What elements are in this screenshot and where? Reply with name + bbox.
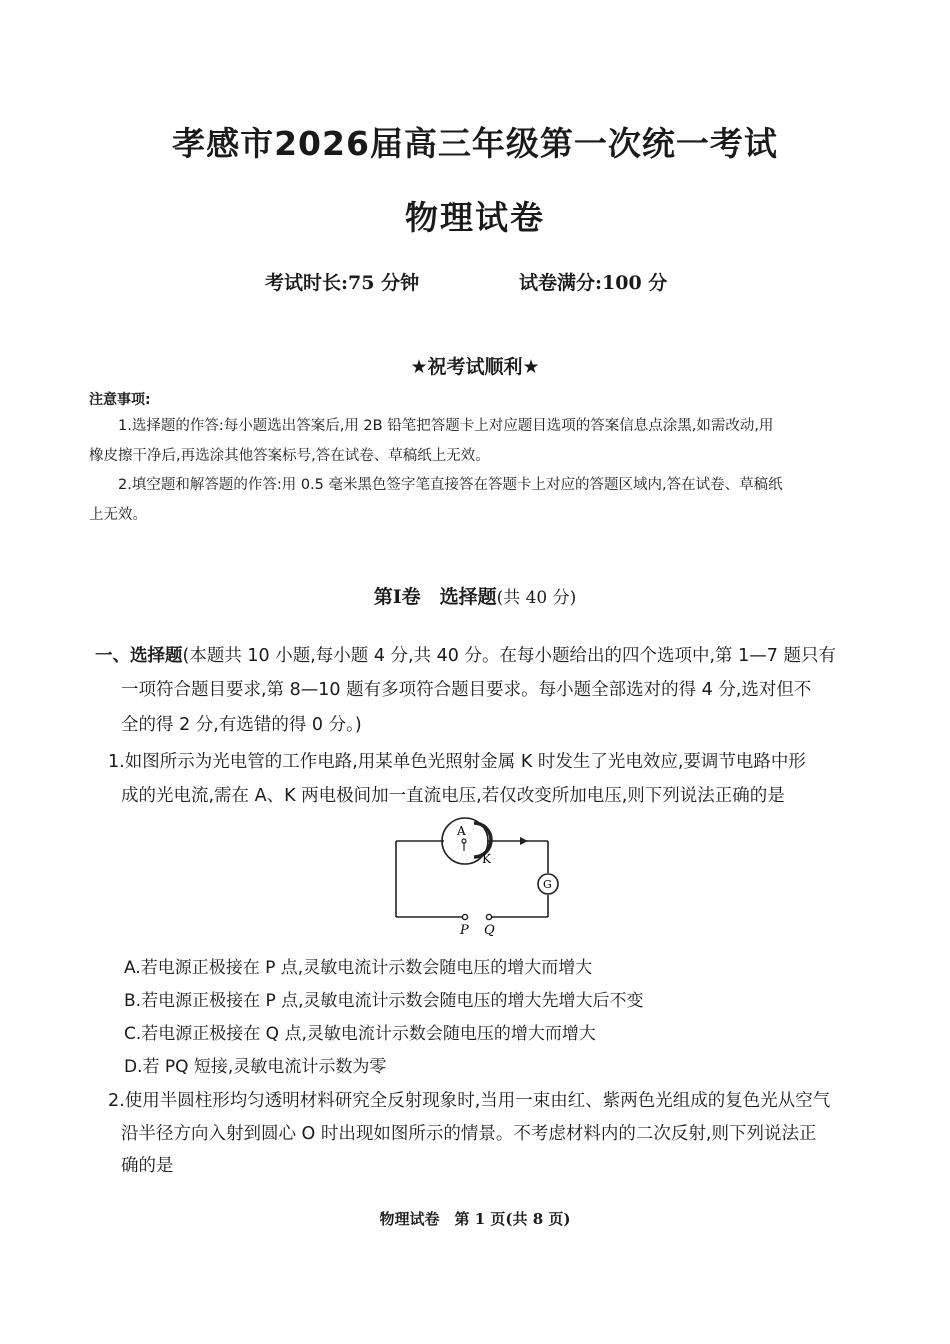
note-2-line-1: 2.填空题和解答题的作答:用 0.5 毫米黑色签字笔直接答在答题卡上对应的答题区域内,答在试卷、草稿纸: [118, 477, 783, 493]
exam-title: 孝感市2026届高三年级第一次统一考试: [172, 124, 778, 163]
section-title: 第Ⅰ卷 选择题: [373, 586, 497, 608]
terminal-q: [486, 914, 491, 919]
part-one-line-2: 一项符合题目要求,第 8—10 题有多项符合题目要求。每小题全部选对的得 4 分,选对但不: [121, 680, 812, 700]
q1-option-a: A.若电源正极接在 P 点,灵敏电流计示数会随电压的增大而增大: [124, 958, 593, 978]
anode-terminal: [462, 839, 466, 843]
photoelectric-circuit-diagram: [390, 813, 565, 941]
exam-duration: 考试时长:75 分钟: [265, 272, 420, 294]
cathode-label: K: [482, 852, 491, 866]
part-one-text: (本题共 10 小题,每小题 4 分,共 40 分。在每小题给出的四个选项中,第 1—7 题只有: [182, 646, 836, 666]
note-1-line-2: 橡皮擦干净后,再选涂其他答案标号,答在试卷、草稿纸上无效。: [89, 448, 490, 464]
part-one-line-1: [95, 642, 836, 667]
note-2-line-2: 上无效。: [89, 507, 147, 523]
good-luck-banner: ★祝考试顺利★: [410, 356, 540, 378]
q2-stem-line-2: 沿半径方向入射到圆心 O 时出现如图所示的情景。不考虑材料内的二次反射,则下列说法正: [121, 1124, 817, 1144]
part-one-label: 一、选择题: [95, 646, 183, 666]
exam-full-score: 试卷满分:100 分: [519, 272, 668, 294]
q1-option-c: C.若电源正极接在 Q 点,灵敏电流计示数会随电压的增大而增大: [124, 1024, 596, 1044]
notes-title: 注意事项:: [89, 392, 151, 408]
anode-label: A: [457, 824, 466, 838]
terminal-p-label: P: [460, 923, 469, 938]
galvanometer-label: G: [543, 878, 552, 891]
q1-stem-line-1: 1.如图所示为光电管的工作电路,用某单色光照射金属 K 时发生了光电效应,要调节电路中形: [108, 752, 806, 772]
q1-option-d: D.若 PQ 短接,灵敏电流计示数为零: [124, 1057, 387, 1077]
section-heading: [0, 582, 950, 609]
page-footer: 物理试卷 第 1 页(共 8 页): [379, 1210, 571, 1228]
terminal-p: [462, 914, 467, 919]
part-one-line-3: 全的得 2 分,有选错的得 0 分。): [121, 715, 362, 735]
terminal-q-label: Q: [484, 923, 495, 938]
exam-subtitle: 物理试卷: [405, 198, 545, 237]
note-1-line-1: 1.选择题的作答:每小题选出答案后,用 2B 铅笔把答题卡上对应题目选项的答案信息点涂黑,如需改动,用: [118, 418, 774, 434]
q2-stem-line-3: 确的是: [121, 1156, 174, 1176]
q2-stem-line-1: 2.使用半圆柱形均匀透明材料研究全反射现象时,当用一束由红、紫两色光组成的复色光从空气: [108, 1091, 831, 1111]
q1-stem-line-2: 成的光电流,需在 A、K 两电极间加一直流电压,若仅改变所加电压,则下列说法正确的是: [121, 786, 785, 806]
q1-option-b: B.若电源正极接在 P 点,灵敏电流计示数会随电压的增大先增大后不变: [124, 991, 644, 1011]
section-points: (共 40 分): [496, 588, 577, 608]
